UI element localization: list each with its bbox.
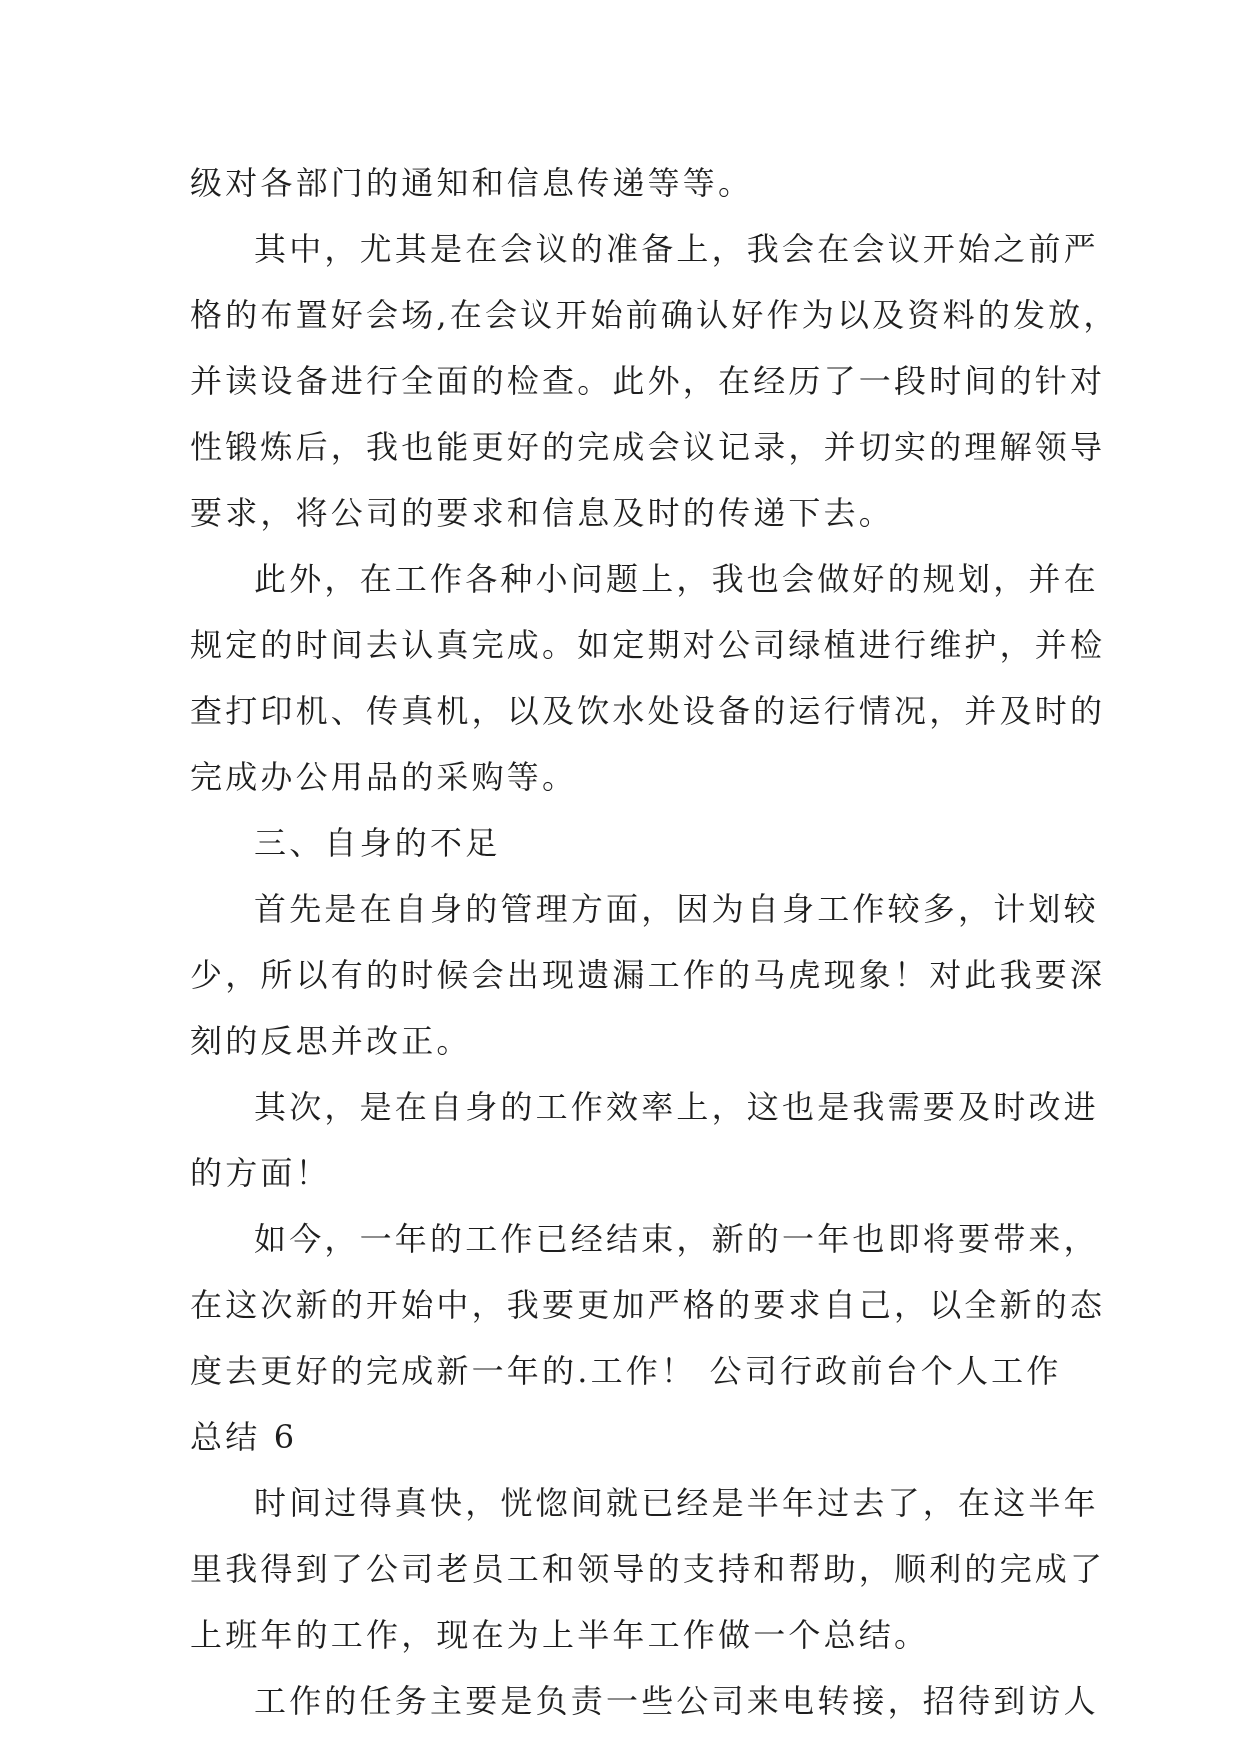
text-line: 总结 6 xyxy=(190,1418,298,1456)
text-line: 查打印机、传真机，以及饮水处设备的运行情况，并及时的 xyxy=(190,692,1106,730)
document-body xyxy=(190,150,1119,1734)
text-line: 度去更好的完成新一年的.工作！ 公司行政前台个人工作 xyxy=(190,1352,1062,1390)
text-line: 首先是在自身的管理方面，因为自身工作较多，计划较 xyxy=(254,890,1099,928)
text-line: 刻的反思并改正。 xyxy=(190,1022,472,1060)
text-line: 里我得到了公司老员工和领导的支持和帮助，顺利的完成了 xyxy=(190,1550,1106,1588)
section-heading: 三、自身的不足 xyxy=(254,824,501,862)
text-line: 完成办公用品的采购等。 xyxy=(190,758,578,796)
text-line: 少，所以有的时候会出现遗漏工作的马虎现象！对此我要深 xyxy=(190,956,1106,994)
text-line: 在这次新的开始中，我要更加严格的要求自己，以全新的态 xyxy=(190,1286,1106,1324)
text-line: 的方面！ xyxy=(190,1154,331,1192)
text-line: 上班年的工作，现在为上半年工作做一个总结。 xyxy=(190,1616,930,1654)
text-line: 并读设备进行全面的检查。此外，在经历了一段时间的针对 xyxy=(190,362,1106,400)
text-line: 时间过得真快，恍惚间就已经是半年过去了，在这半年 xyxy=(254,1484,1099,1522)
text-line: 规定的时间去认真完成。如定期对公司绿植进行维护，并检 xyxy=(190,626,1106,664)
text-line: 此外，在工作各种小问题上，我也会做好的规划，并在 xyxy=(254,560,1099,598)
text-line: 工作的任务主要是负责一些公司来电转接，招待到访人 xyxy=(254,1682,1099,1720)
text-line: 其次，是在自身的工作效率上，这也是我需要及时改进 xyxy=(254,1088,1099,1126)
text-line: 其中，尤其是在会议的准备上，我会在会议开始之前严 xyxy=(254,230,1099,268)
text-line: 格的布置好会场,在会议开始前确认好作为以及资料的发放， xyxy=(190,296,1119,334)
text-line: 要求，将公司的要求和信息及时的传递下去。 xyxy=(190,494,895,532)
text-line: 性锻炼后，我也能更好的完成会议记录，并切实的理解领导 xyxy=(190,428,1106,466)
text-line: 级对各部门的通知和信息传递等等。 xyxy=(190,164,754,202)
text-line: 如今，一年的工作已经结束，新的一年也即将要带来， xyxy=(254,1220,1099,1258)
